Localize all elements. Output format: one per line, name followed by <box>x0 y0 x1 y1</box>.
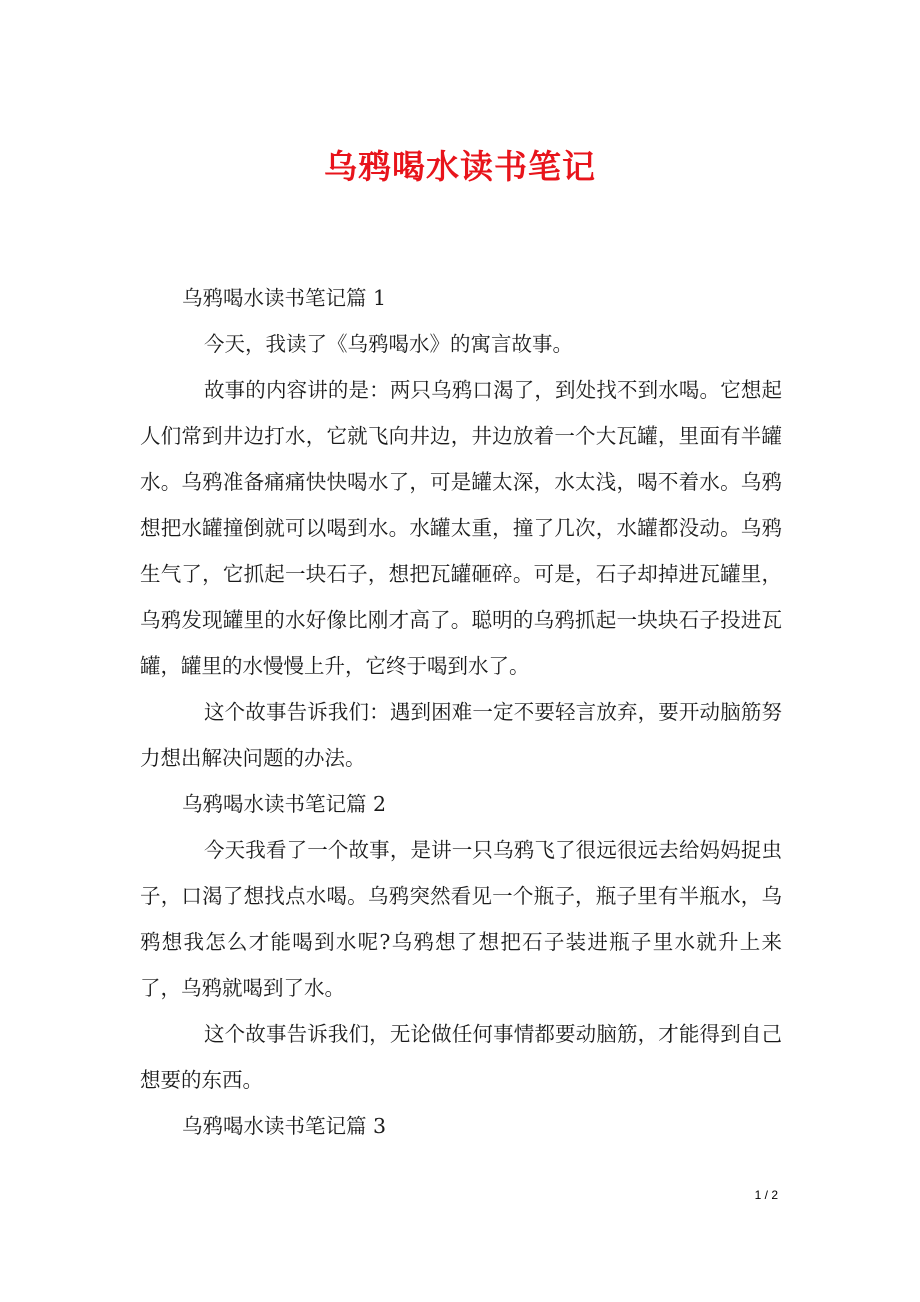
paragraph: 今天，我读了《乌鸦喝水》的寓言故事。 <box>204 332 573 356</box>
paragraph: 今天我看了一个故事，是讲一只乌鸦飞了很远很远去给妈妈捉虫子，口渴了想找点水喝。乌鸦突然看见一个瓶子，瓶子里有半瓶水，乌鸦想我怎么才能喝到水呢?乌鸦想了想把石子装进瓶子里水就升上来了，乌鸦就喝到了水。 <box>140 838 782 1000</box>
section-heading-2: 乌鸦喝水读书笔记篇 2 <box>182 792 387 816</box>
page-number: 1 / 2 <box>754 1188 778 1202</box>
section-heading-1: 乌鸦喝水读书笔记篇 1 <box>182 286 387 310</box>
paragraph: 这个故事告诉我们：遇到困难一定不要轻言放弃，要开动脑筋努力想出解决问题的办法。 <box>140 700 782 770</box>
document-body <box>140 275 782 1149</box>
paragraph: 故事的内容讲的是：两只乌鸦口渴了，到处找不到水喝。它想起人们常到井边打水，它就飞向井边，井边放着一个大瓦罐，里面有半罐水。乌鸦准备痛痛快快喝水了，可是罐太深，水太浅，喝不着水。乌鸦想把水罐撞倒就可以喝到水。水罐太重，撞了几次，水罐都没动。乌鸦生气了，它抓起一块石子，想把瓦罐砸碎。可是，石子却掉进瓦罐里，乌鸦发现罐里的水好像比刚才高了。聪明的乌鸦抓起一块块石子投进瓦罐，罐里的水慢慢上升，它终于喝到水了。 <box>140 378 782 678</box>
document-title: 乌鸦喝水读书笔记 <box>324 147 596 186</box>
section-heading-3: 乌鸦喝水读书笔记篇 3 <box>182 1114 387 1138</box>
paragraph: 这个故事告诉我们，无论做任何事情都要动脑筋，才能得到自己想要的东西。 <box>140 1022 782 1092</box>
